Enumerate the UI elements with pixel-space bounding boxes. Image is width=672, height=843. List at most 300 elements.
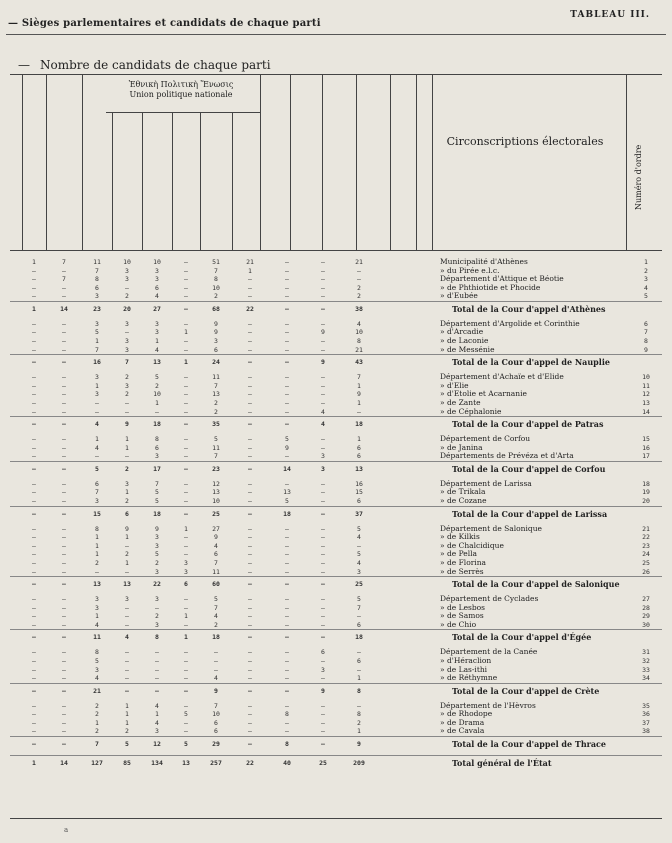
cell-value: 7 (214, 701, 218, 710)
cell-value: — (285, 292, 289, 301)
order-number: 36 (642, 710, 650, 719)
cell-value: 5 (285, 435, 289, 444)
cell-value: 9 (125, 420, 129, 429)
cell-value: 1 (32, 759, 36, 768)
cell-value: — (321, 292, 325, 301)
cell-value: — (248, 509, 252, 518)
cell-value: 20 (123, 304, 131, 313)
cell-value: — (285, 580, 289, 589)
cell-value: — (184, 718, 188, 727)
cell-value: 3 (321, 464, 325, 473)
cell-value: — (62, 337, 66, 346)
cell-value: — (248, 633, 252, 642)
cell-value: 3 (125, 266, 129, 275)
cell-value: 10 (212, 497, 220, 506)
cell-value: 14 (283, 464, 291, 473)
cell-value: — (125, 648, 129, 657)
cell-value: — (62, 550, 66, 559)
column-divider (82, 74, 83, 250)
cell-value: — (62, 633, 66, 642)
cell-value: — (125, 665, 129, 674)
cell-value: — (32, 479, 36, 488)
order-number: 12 (642, 390, 650, 399)
cell-value: — (62, 464, 66, 473)
cell-value: 11 (93, 633, 101, 642)
cell-value: 4 (155, 718, 159, 727)
cell-value: — (125, 398, 129, 407)
cell-value: — (184, 319, 188, 328)
cell-value: 14 (60, 759, 68, 768)
column-divider (46, 74, 47, 250)
cell-value: — (285, 358, 289, 367)
cell-value: — (62, 701, 66, 710)
cell-value: — (248, 435, 252, 444)
cell-value: — (248, 488, 252, 497)
cell-value: — (248, 648, 252, 657)
cell-value: — (357, 266, 361, 275)
cell-value: — (248, 479, 252, 488)
group-heading-french: Union politique nationale (129, 90, 233, 99)
cell-value: 1 (95, 435, 99, 444)
column-divider (200, 112, 201, 250)
cell-value: — (62, 435, 66, 444)
cell-value: — (125, 686, 129, 695)
cell-value: — (155, 686, 159, 695)
cell-value: 7 (95, 345, 99, 354)
cell-value: 2 (214, 398, 218, 407)
cell-value: 3 (125, 381, 129, 390)
cell-value: 13 (212, 488, 220, 497)
order-number: 8 (644, 337, 648, 346)
cell-value: 9 (214, 328, 218, 337)
cell-value: 1 (184, 358, 188, 367)
cell-value: — (62, 727, 66, 736)
cell-value: 7 (95, 488, 99, 497)
cell-value: — (95, 452, 99, 461)
cell-value: — (62, 558, 66, 567)
cell-value: 13 (182, 759, 190, 768)
circonscription-label: » de Laconie (440, 336, 489, 346)
cell-value: — (248, 283, 252, 292)
cell-value: — (155, 656, 159, 665)
cell-value: — (62, 603, 66, 612)
order-number: 17 (642, 452, 650, 461)
cell-value: 3 (155, 567, 159, 576)
cell-value: — (62, 443, 66, 452)
cell-value: — (285, 550, 289, 559)
cell-value: — (32, 283, 36, 292)
order-number: 24 (642, 550, 650, 559)
page-number: a (64, 826, 69, 834)
cell-value: — (321, 541, 325, 550)
cell-value: 7 (155, 479, 159, 488)
cell-value: — (321, 633, 325, 642)
cell-value: 3 (155, 452, 159, 461)
cell-value: 18 (283, 509, 291, 518)
cell-value: — (32, 648, 36, 657)
cell-value: — (62, 740, 66, 749)
cell-value: — (184, 258, 188, 266)
cell-value: 12 (153, 740, 161, 749)
cell-value: — (248, 524, 252, 533)
cell-value: — (248, 292, 252, 301)
total-rule (10, 416, 662, 417)
cell-value: 3 (125, 479, 129, 488)
total-label: Total de la Cour d'appel de Corfou (452, 463, 606, 474)
order-number: 11 (642, 381, 650, 390)
cell-value: — (62, 479, 66, 488)
cell-value: 3 (357, 567, 361, 576)
cell-value: — (184, 283, 188, 292)
order-number: 33 (642, 665, 650, 674)
column-divider (356, 74, 357, 250)
cell-value: — (184, 620, 188, 629)
cell-value: — (62, 509, 66, 518)
cell-value: — (62, 497, 66, 506)
cell-value: 2 (155, 381, 159, 390)
cell-value: — (95, 398, 99, 407)
cell-value: 5 (95, 328, 99, 337)
cell-value: 1 (184, 328, 188, 337)
cell-value: — (125, 620, 129, 629)
cell-value: — (32, 595, 36, 604)
cell-value: — (248, 452, 252, 461)
cell-value: — (62, 620, 66, 629)
cell-value: — (248, 345, 252, 354)
circonscription-label: » de Pella (440, 549, 478, 559)
cell-value: 24 (212, 358, 220, 367)
cell-value: — (32, 497, 36, 506)
cell-value: — (285, 345, 289, 354)
cell-value: 5 (155, 550, 159, 559)
cell-value: — (62, 381, 66, 390)
cell-value: — (62, 328, 66, 337)
cell-value: 9 (321, 328, 325, 337)
cell-value: 40 (283, 759, 291, 768)
cell-value: — (62, 718, 66, 727)
cell-value: — (62, 580, 66, 589)
cell-value: 27 (212, 524, 220, 533)
cell-value: — (62, 319, 66, 328)
circonscription-label: » de Serrès (440, 566, 484, 576)
cell-value: — (32, 266, 36, 275)
cell-value: 3 (95, 595, 99, 604)
cell-value: — (285, 674, 289, 683)
cell-value: 15 (355, 488, 363, 497)
cell-value: — (321, 488, 325, 497)
cell-value: 21 (246, 258, 254, 266)
cell-value: 17 (153, 464, 161, 473)
cell-value: 11 (212, 443, 220, 452)
cell-value: 13 (283, 488, 291, 497)
total-rule (10, 683, 662, 684)
cell-value: — (125, 674, 129, 683)
cell-value: 22 (246, 759, 254, 768)
cell-value: — (321, 479, 325, 488)
cell-value: 8 (357, 337, 361, 346)
cell-value: 3 (125, 345, 129, 354)
cell-value: 1 (95, 381, 99, 390)
cell-value: 3 (95, 603, 99, 612)
circonscription-label: Département de la Canée (440, 647, 538, 657)
cell-value: — (248, 390, 252, 399)
cell-value: 1 (248, 266, 252, 275)
column-divider (432, 74, 433, 250)
cell-value: — (321, 550, 325, 559)
cell-value: 5 (357, 524, 361, 533)
column-header-11-french (0, 785, 375, 843)
cell-value: — (32, 464, 36, 473)
cell-value: — (32, 612, 36, 621)
cell-value: 10 (123, 258, 131, 266)
cell-value: — (32, 603, 36, 612)
column-divider (112, 112, 113, 250)
total-rule (10, 755, 662, 756)
cell-value: — (125, 603, 129, 612)
cell-value: — (321, 345, 325, 354)
cell-value: — (62, 390, 66, 399)
cell-value: — (285, 718, 289, 727)
cell-value: — (184, 266, 188, 275)
circonscription-label: » de Zante (440, 397, 481, 407)
cell-value: — (321, 266, 325, 275)
cell-value: — (321, 443, 325, 452)
cell-value: 10 (355, 328, 363, 337)
circonscription-label: » de Kilkis (440, 532, 480, 542)
cell-value: — (155, 665, 159, 674)
cell-value: — (184, 292, 188, 301)
cell-value: 18 (153, 509, 161, 518)
cell-value: — (285, 275, 289, 284)
cell-value: 14 (60, 304, 68, 313)
cell-value: 18 (355, 420, 363, 429)
cell-value: — (32, 740, 36, 749)
cell-value: — (184, 656, 188, 665)
circonscription-label: Département d'Achaïe et d'Elide (440, 372, 564, 382)
total-label: Total de la Cour d'appel de Salonique (452, 579, 620, 590)
cell-value: — (62, 398, 66, 407)
order-number: 2 (644, 266, 648, 275)
cell-value: 3 (155, 328, 159, 337)
cell-value: 2 (357, 718, 361, 727)
cell-value: — (248, 275, 252, 284)
section-title: Nombre de candidats de chaque parti (40, 58, 271, 72)
cell-value: — (321, 701, 325, 710)
cell-value: 8 (214, 275, 218, 284)
cell-value: 3 (155, 620, 159, 629)
cell-value: — (32, 435, 36, 444)
circonscription-label: » de Lesbos (440, 602, 486, 612)
cell-value: 5 (184, 710, 188, 719)
cell-value: — (248, 603, 252, 612)
cell-value: — (248, 319, 252, 328)
cell-value: 21 (355, 345, 363, 354)
cell-value: — (321, 497, 325, 506)
cell-value: 22 (153, 580, 161, 589)
cell-value: 10 (153, 258, 161, 266)
cell-value: 1 (155, 337, 159, 346)
total-label: Total de la Cour d'appel d'Athènes (452, 303, 606, 314)
order-number: 29 (642, 612, 650, 621)
cell-value: — (321, 718, 325, 727)
cell-value: — (321, 337, 325, 346)
cell-value: 5 (214, 595, 218, 604)
cell-value: 11 (212, 373, 220, 382)
cell-value: 1 (95, 533, 99, 542)
cell-value: 13 (355, 464, 363, 473)
total-rule (10, 354, 662, 355)
cell-value: — (62, 266, 66, 275)
cell-value: 6 (125, 509, 129, 518)
cell-value: 13 (153, 358, 161, 367)
circonscription-label: » d'Héraclion (440, 655, 492, 665)
cell-value: 29 (212, 740, 220, 749)
order-number: 34 (642, 674, 650, 683)
cell-value: 5 (214, 435, 218, 444)
cell-value: — (32, 533, 36, 542)
cell-value: — (248, 398, 252, 407)
cell-value: — (155, 648, 159, 657)
cell-value: — (32, 686, 36, 695)
column-divider (142, 112, 143, 250)
cell-value: 9 (214, 319, 218, 328)
circonscription-label: » de Céphalonie (440, 406, 502, 416)
cell-value: 6 (155, 283, 159, 292)
cell-value: — (184, 686, 188, 695)
circonscription-label: » de Cozane (440, 496, 487, 506)
cell-value: 7 (214, 603, 218, 612)
cell-value: 134 (151, 759, 163, 768)
order-number: 27 (642, 595, 650, 604)
header-bottom-rule (10, 250, 662, 251)
cell-value: — (32, 420, 36, 429)
cell-value: 1 (125, 710, 129, 719)
order-number-heading: Numéro d'ordre (634, 144, 643, 210)
cell-value: — (248, 620, 252, 629)
cell-value: — (32, 567, 36, 576)
cell-value: 3 (95, 390, 99, 399)
cell-value: 22 (246, 304, 254, 313)
cell-value: — (32, 656, 36, 665)
cell-value: — (62, 358, 66, 367)
cell-value: 25 (355, 580, 363, 589)
cell-value: — (32, 345, 36, 354)
cell-value: — (248, 567, 252, 576)
cell-value: 85 (123, 759, 131, 768)
order-number: 38 (642, 727, 650, 736)
cell-value: — (62, 710, 66, 719)
cell-value: — (321, 509, 325, 518)
header-divider (6, 34, 666, 35)
cell-value: — (248, 541, 252, 550)
order-number: 14 (642, 407, 650, 416)
cell-value: 1 (155, 398, 159, 407)
cell-value: 7 (95, 266, 99, 275)
order-number: 16 (642, 443, 650, 452)
cell-value: — (125, 541, 129, 550)
cell-value: — (321, 580, 325, 589)
cell-value: — (321, 620, 325, 629)
cell-value: — (62, 488, 66, 497)
cell-value: 4 (357, 319, 361, 328)
cell-value: 1 (125, 488, 129, 497)
cell-value: — (184, 595, 188, 604)
cell-value: — (62, 533, 66, 542)
cell-value: 6 (214, 718, 218, 727)
cell-value: — (32, 558, 36, 567)
cell-value: — (62, 373, 66, 382)
cell-value: 1 (155, 710, 159, 719)
cell-value: 2 (95, 727, 99, 736)
cell-value: 3 (95, 665, 99, 674)
cell-value: 1 (357, 398, 361, 407)
cell-value: — (184, 541, 188, 550)
cell-value: — (184, 665, 188, 674)
cell-value: — (321, 390, 325, 399)
circonscription-label: » d'Etolie et Acarnanie (440, 389, 527, 399)
order-number: 18 (642, 479, 650, 488)
cell-value: 18 (153, 420, 161, 429)
cell-value: — (248, 328, 252, 337)
cell-value: — (285, 258, 289, 266)
cell-value: — (32, 550, 36, 559)
cell-value: 18 (355, 633, 363, 642)
cell-value: 5 (125, 740, 129, 749)
cell-value: 6 (357, 443, 361, 452)
cell-value: 1 (184, 524, 188, 533)
circonscription-label: Municipalité d'Athènes (440, 257, 528, 266)
circonscription-label: Département de Salonique (440, 523, 542, 533)
cell-value: 51 (212, 258, 220, 266)
circonscription-label: » de Réthymne (440, 673, 498, 683)
cell-value: — (62, 567, 66, 576)
cell-value: — (321, 524, 325, 533)
cell-value: 4 (95, 620, 99, 629)
circonscription-label: Départements de Prévéza et d'Arta (440, 451, 574, 461)
cell-value: 3 (125, 319, 129, 328)
cell-value: 4 (155, 345, 159, 354)
cell-value: 2 (155, 612, 159, 621)
cell-value: 18 (212, 633, 220, 642)
cell-value: — (125, 452, 129, 461)
circonscription-label: » d'Eubée (440, 291, 478, 301)
cell-value: — (285, 390, 289, 399)
column-divider (390, 74, 391, 250)
cell-value: — (321, 595, 325, 604)
cell-value: — (184, 550, 188, 559)
cell-value: 16 (93, 358, 101, 367)
cell-value: 1 (184, 633, 188, 642)
cell-value: — (32, 674, 36, 683)
order-number: 23 (642, 541, 650, 550)
cell-value: — (184, 464, 188, 473)
cell-value: — (357, 541, 361, 550)
cell-value: 1 (357, 435, 361, 444)
cell-value: — (32, 337, 36, 346)
cell-value: — (184, 390, 188, 399)
cell-value: 2 (95, 710, 99, 719)
total-label: Total de la Cour d'appel d'Égée (452, 632, 592, 643)
cell-value: — (184, 337, 188, 346)
cell-value: — (357, 665, 361, 674)
cell-value: — (62, 452, 66, 461)
column-divider (172, 112, 173, 250)
order-number: 25 (642, 558, 650, 567)
cell-value: 7 (62, 258, 66, 266)
total-rule (10, 301, 662, 302)
cell-value: — (32, 665, 36, 674)
cell-value: 1 (32, 304, 36, 313)
